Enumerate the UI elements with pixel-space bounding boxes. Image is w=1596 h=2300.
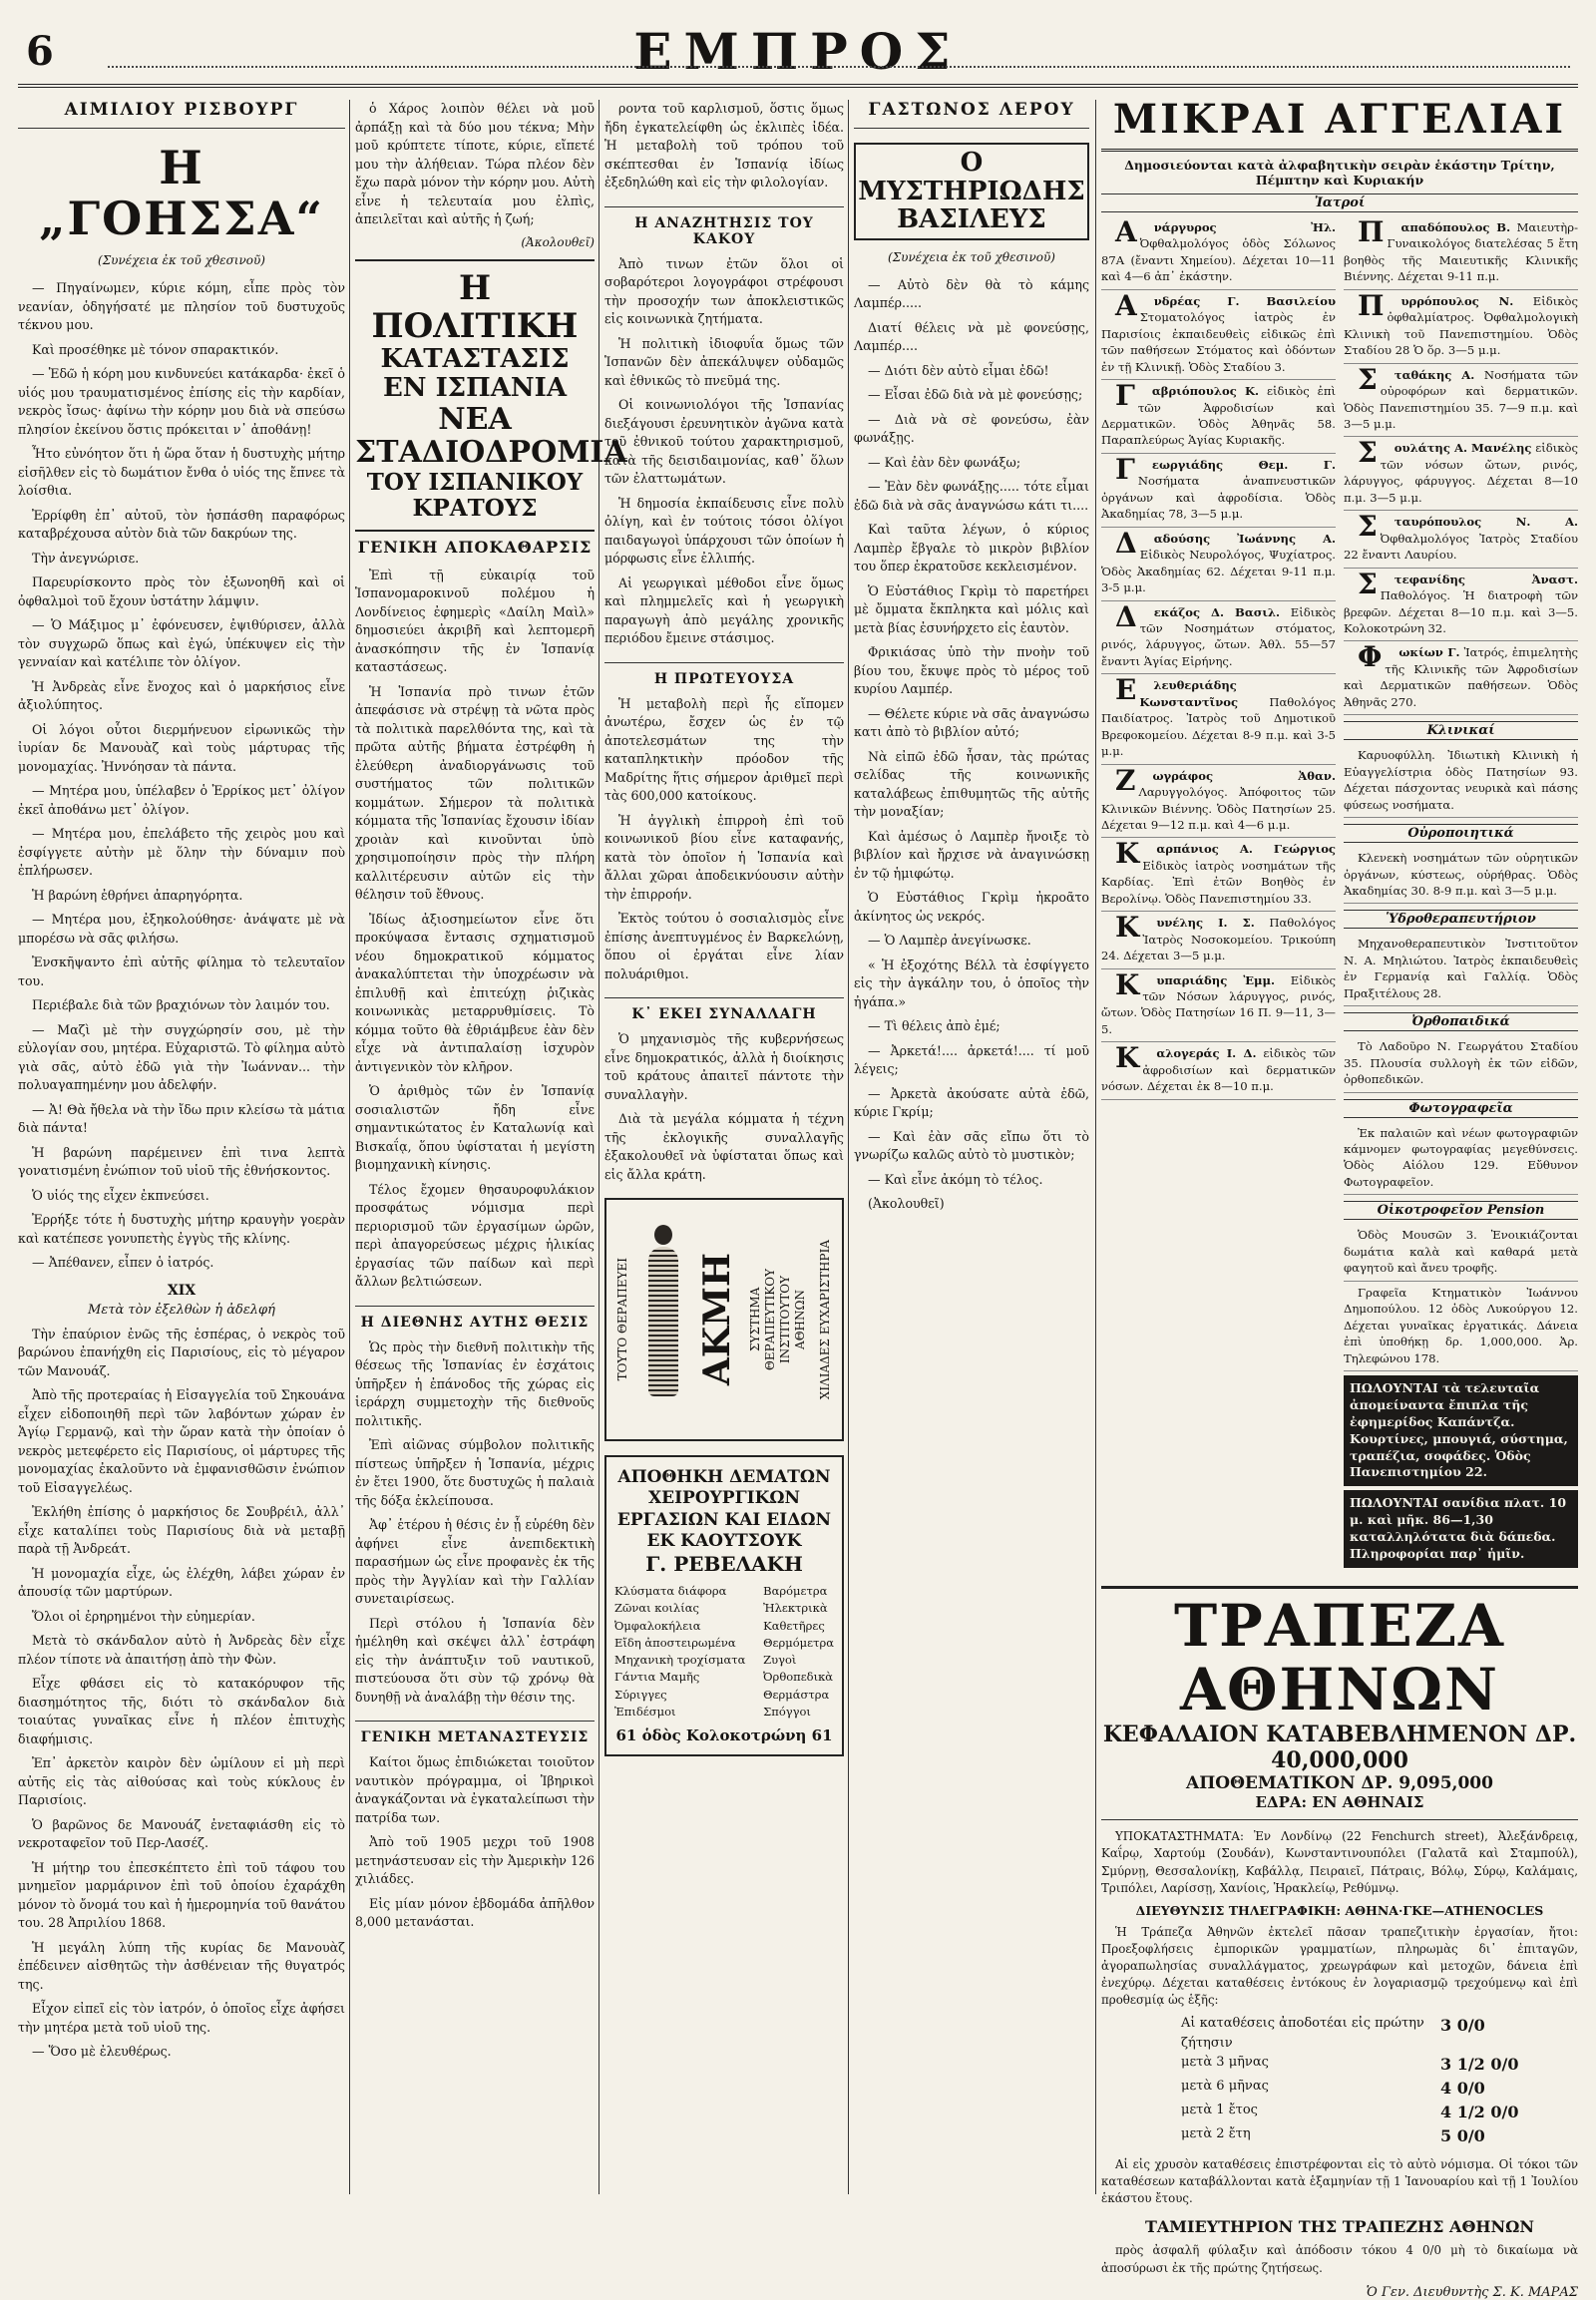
ad-address: 61 ὁδὸς Κολοκοτρώνη 61 <box>615 1726 833 1744</box>
paragraph: — Καὶ εἶνε ἀκόμη τὸ τέλος. <box>868 1171 1043 1187</box>
ad-text: Εἰδικὸς τῶν Νόσων λάρυγγος, ρινός, ὤτων. Ὁδὸς Πατησίων 16 Π. 9—11, 3—5. <box>1101 972 1336 1036</box>
ad-name: ουλάτης Α. Μανέλης <box>1394 441 1532 456</box>
article-body-4 <box>604 1030 844 1184</box>
ad-owner: Γ. ΡΕΒΕΛΑΚΗ <box>645 1552 803 1576</box>
paragraph: Ὁ μηχανισμὸς τῆς κυβερνήσεως εἶνε δημοκρατικός, ἀλλὰ ἡ διοίκησις τοῦ κράτους ἀπαιτεῖ πάντοτε τὴν συναλλαγὴν. <box>604 1031 844 1102</box>
serial-novel-column <box>18 100 345 2194</box>
ad-initial: Α <box>1115 215 1137 248</box>
bank-capital: ΚΕΦΑΛΑΙΟΝ ΚΑΤΑΒΕΒΛΗΜΕΝΟΝ ΔΡ. 40,000,000 <box>1102 1722 1577 1774</box>
rate-row <box>1181 2101 1578 2124</box>
category-pension: Οἰκοτροφεῖον Pension <box>1344 1201 1578 1220</box>
ad-item: Θερμάστρα <box>763 1687 830 1702</box>
paragraph: ὁ Χάρος λοιπὸν θέλει νὰ μοῦ ἀρπάξῃ καὶ τὰ δύο μου τέκνα; Μὴν μοῦ κρύπτετε τίποτε, κύριε, εἴπετέ μου τὴν ἀλήθειαν. Τώρα πλέον δὲν ἔχω παρὰ μόνον τὴν κόρην μου. Αὐτὴ εἶνε ἡ τελευταία μου ἐλπὶς, ἀπειλεῖται καὶ αὐτῆς ἡ ζωή; <box>355 101 595 226</box>
interest-rates-table <box>1181 2014 1578 2148</box>
serial-ending <box>355 100 595 229</box>
section-heading: Η ΔΙΕΘΝΗΣ ΑΥΤΗΣ ΘΕΣΙΣ <box>355 1306 595 1331</box>
article-body-3 <box>355 1753 595 1932</box>
ad-text: Νοσήματα ἀναπνευστικῶν ὀργάνων καὶ ἀφροδίσια. Ὁδὸς Ἀκαδημίας 78, 3—5 μ.μ. <box>1101 474 1336 522</box>
category-urology: Οὐροποιητικά <box>1344 824 1578 843</box>
serial-author: ΓΑΣΤΩΝΟΣ ΛΕΡΟΥ <box>854 100 1089 129</box>
paragraph: Ἐπὶ αἰῶνας σύμβολον πολιτικῆς πίστεως ὑπῆρξεν ἡ Ἱσπανία, μέχρις ἐν ἔτει 1900, ὅτε δυστυχῶς ἡ παλαιὰ τῆς δόξα ἐκλείπουσα. <box>355 1437 595 1508</box>
ad-line: ΙΝΣΤΙΤΟΥΤΟΥ <box>778 1276 792 1363</box>
paragraph: — Ἀπέθανεν, εἶπεν ὁ ἰατρός. <box>32 1255 214 1271</box>
rate-percent: 4 0/0 <box>1440 2079 1485 2099</box>
paragraph: Διὰ τὰ μεγάλα κόμματα ἡ τέχνη τῆς ἐκλογικῆς συναλλαγῆς ἐξακολουθεῖ νὰ ὑφίσταται ὅπως καὶ εἰς ἄλλα κράτη. <box>604 1111 844 1182</box>
paragraph: Εἶχε φθάσει εἰς τὸ κατακόρυφον τῆς διασημότητος τῆς, διότι τὸ σκάνδαλον διὰ τοιαύτας γυναῖκας εἶνε ἡ πλέον ἐπιτυχὴς διαφήμισις. <box>18 1676 345 1746</box>
ad-initial: Σ <box>1358 567 1378 600</box>
classifieds-right-list <box>1344 216 1578 1572</box>
sale-notice: ΠΩΛΟΥΝΤΑΙ σανίδια πλατ. 10 μ. καὶ μῆκ. 86—1,30 καταλληλότατα διὰ δάπεδα. Πληροφορίαι παρ᾽ ἡμῖν. <box>1344 1490 1578 1568</box>
paragraph: Ὡς πρὸς τὴν διεθνῆ πολιτικὴν τῆς θέσεως τῆς Ἱσπανίας ἐν ἐσχάτοις ὑπῆρξεν ἡ ἐπάνοδος τῆς χώρας εἰς ἱεράρχη συμμετοχὴν τῆς διεθνοῦς πολιτικῆς. <box>355 1339 595 1428</box>
category-clinics: Κλινικαί <box>1344 721 1578 740</box>
classified-ad <box>1344 437 1578 511</box>
rate-percent: 3 0/0 <box>1440 2016 1485 2036</box>
paragraph: Ἐπ᾽ ἀρκετὸν καιρὸν δὲν ὡμίλουν εἰ μὴ περὶ αὐτῆς εἰς τὰς αἰθούσας καὶ τοὺς κύκλους ἐν Παρισίοις. <box>18 1755 345 1808</box>
ad-name: εκάζος Δ. Βασιλ. <box>1153 604 1281 619</box>
paragraph: — Θέλετε κύριε νὰ σᾶς ἀναγνώσω κατι ἀπὸ τὸ βιβλίον αὐτό; <box>854 705 1089 740</box>
akmi-advertisement <box>604 1198 844 1441</box>
ad-side-text: ΤΟΥΤΟ ΘΕΡΑΠΕΥΕΙ <box>615 1258 629 1381</box>
ad-text: Ἰατρός, ἐπιμελητὴς τῆς Κλινικῆς τῶν Ἀφροδισίων καὶ Δερματικῶν παθήσεων. Ὁδὸς Ἀθηνᾶς 270. <box>1344 645 1578 709</box>
ad-initial: Δ <box>1115 599 1137 633</box>
newspaper-title: ΕΜΠΡΟΣ <box>633 22 963 81</box>
bank-branches: ΥΠΟΚΑΤΑΣΤΗΜΑΤΑ: Ἐν Λονδίνῳ (22 Fenchurch street), Ἀλεξάνδρειᾳ, Καΐρῳ, Χαρτούμ (Σουδάν), Κωνσταντινουπόλει (Γαλατᾶ καὶ Σταμπούλ), Σμύρνῃ, Θεσσαλονίκῃ, Καβάλλᾳ, Πειραιεῖ, Πάτραις, Βόλῳ, Σύρῳ, Καλάμαις, Τριπόλει, Λαρίσσῃ, Χανίοις, Ἡρακλείῳ, Ρεθύμνῳ. <box>1101 1829 1578 1895</box>
paragraph: — Ἀ! Θὰ ἤθελα νὰ τὴν ἴδω πριν κλείσω τὰ μάτια διὰ πάντα! <box>18 1101 345 1136</box>
article-body-3 <box>604 695 844 984</box>
pension-ad: Ὁδὸς Μουσῶν 3. Ἐνοικιάζονται δωμάτια καλὰ καὶ καθαρά μετὰ φαγητοῦ καὶ ἄνευ τροφῆς. <box>1344 1224 1578 1281</box>
paragraph: — Ὁ Μάξιμος μ᾽ ἐφόνευσεν, ἐψιθύρισεν, ἀλλὰ τὸν συγχωρῶ ὅπως καὶ ἐγώ, ὑπέκυψεν εἰς τὴν γενναίαν καὶ κατέλιπε τὸν ὀλίγον. <box>18 617 345 670</box>
category-photography: Φωτογραφεῖα <box>1344 1099 1578 1118</box>
ad-name: υπαριάδης Ἐμμ. <box>1156 972 1275 987</box>
clinic-ad: Καρυοφύλλη. Ἰδιωτικὴ Κλινικὴ ἡ Εὐαγγελίστρια ὁδὸς Πατησίων 93. Δέχεται πάσχοντας νευρικὰ καὶ πάσης φύσεως νοσήματα. <box>1344 744 1578 818</box>
paragraph: « Ἡ ἐξοχότης Βέλλ τὰ ἐσφίγγετο εἰς τὴν ἀγκάλην του, ὁ ὁποῖος τὴν ἠγάπα.» <box>854 957 1089 1009</box>
paragraph: Ὅλοι οἱ ἐρηρημένοι τὴν εὐημερίαν. <box>32 1608 255 1624</box>
article-subhead: ΓΕΝΙΚΗ ΑΠΟΚΑΘΑΡΣΙΣ <box>357 537 593 557</box>
paragraph: — Πηγαίνωμεν, κύριε κόμη, εἶπε πρὸς τὸν νεανίαν, ὁδηγήσατέ με πλησίον τοῦ δυστυχοῦς τέκνου μου. <box>18 280 345 333</box>
ad-name: ταθάκης Α. <box>1394 367 1475 382</box>
savings-bank-text: πρὸς ἀσφαλῆ φύλαξιν καὶ ἀπόδοσιν τόκου 4 0/0 μὴ τὸ δικαίωμα νὰ ἀποσύρωσι ἐκ τῆς πρώτης ζητήσεως. <box>1101 2243 1578 2275</box>
article-continuation-column <box>604 100 844 2194</box>
article-body <box>604 100 844 192</box>
classified-ad <box>1101 454 1336 528</box>
savings-bank-title: ΤΑΜΙΕΥΤΗΡΙΟΝ ΤΗΣ ΤΡΑΠΕΖΗΣ ΑΘΗΝΩΝ <box>1144 2217 1534 2237</box>
classified-ad <box>1101 912 1336 968</box>
paragraph: Ἀφ᾽ ἑτέρου ἡ θέσις ἐν ᾗ εὑρέθη δὲν ἀφήνει εἶνε ἀνεπιδεκτικὴ παρασήμων ὡς εἶνε προφανὲς ἐκ τῆς πρὸς τὴν Ἀγγλίαν καὶ τὴν Γαλλίαν συνεταιρίσεως. <box>355 1517 595 1607</box>
ad-item: Ὀρθοπεδικὰ <box>763 1670 834 1685</box>
ad-name: ταυρόπουλος Ν. Α. <box>1394 515 1578 530</box>
ad-name: νάργυρος Ἠλ. <box>1153 220 1336 234</box>
bank-telegraph: ΔΙΕΥΘΥΝΣΙΣ ΤΗΛΕΓΡΑΦΙΚΗ: ΑΘΗΝΑ·ΓΚΕ—ATHENOCLES <box>1135 1902 1544 1918</box>
paragraph: Ἐκτὸς τούτου ὁ σοσιαλισμὸς εἶνε ἐπίσης ἀνεπτυγμένος ἐν Βαρκελώνῃ, ὅπου οἱ ἐργάται εἶνε λίαν πολυάριθμοι. <box>604 911 844 981</box>
paragraph: Ἡ πολιτικὴ ἰδιοφυΐα ὅμως τῶν Ἱσπανῶν δὲν ἀπεκάλυψεν οὐδαμῶς καὶ ἐθνικῶς τὸ πνεῦμά της. <box>604 335 844 388</box>
paragraph: Ἐκλήθη ἐπίσης ὁ μαρκήσιος δε Σουβρέιλ, ἀλλ᾽ εἶχε καταλίπει τοὺς Παρισίους διὰ νὰ μεταβῇ παρὰ τῇ Ἀνδρεάτ. <box>18 1504 345 1557</box>
ad-initial: Σ <box>1358 510 1378 544</box>
serial-body-2 <box>18 1326 345 2062</box>
ad-text: Εἰδικὸς Νευρολόγος, Ψυχίατρος. Ὁδὸς Ἀκαδημίας 62. Δέχεται 9-11 π.μ. 3-5 μ.μ. <box>1101 548 1336 595</box>
ad-text: Εἰδικὸς ὀφθαλμίατρος. Ὀφθαλμολογικὴ Κλινικὴ τοῦ Πανεπιστημίου. Ὁδὸς Σταδίου 28 Ὁ ὅρ. 3—5 μ.μ. <box>1344 293 1578 358</box>
paragraph: Ἦτο εὐνόητον ὅτι ἡ ὥρα ὅταν ἡ δυστυχὴς μήτηρ εἰσῆλθεν εἰς τὸ δωμάτιον ἔνθα ὁ υἱός της ἔπνεε τὰ λοίσθια. <box>18 446 345 499</box>
paragraph: — Μητέρα μου, ὑπέλαβεν ὁ Ἐρρίκος μετ᾽ ὀλίγον ἐκεῖ ἀποθάνω μετ᾽ ὀλίγον. <box>18 783 345 817</box>
bank-reserve: ΑΠΟΘΕΜΑΤΙΚΟΝ ΔΡ. 9,095,000 <box>1186 1773 1493 1794</box>
ad-item: Ζυγοὶ <box>763 1653 797 1667</box>
paragraph: — Τὶ θέλεις ἀπὸ ἐμέ; <box>868 1018 1000 1034</box>
classified-ad <box>1101 601 1336 675</box>
ad-side-text: ΧΙΛΙΑΔΕΣ ΕΥΧΑΡΙΣΤΗΡΙΑ <box>818 1239 832 1400</box>
serial-body <box>18 279 345 1273</box>
rate-row <box>1181 2014 1578 2053</box>
ad-item: Θερμόμετρα <box>763 1635 834 1650</box>
bank-description: Ἡ Τράπεζα Ἀθηνῶν ἐκτελεῖ πᾶσαν τραπεζιτικὴν ἐργασίαν, ἤτοι: Προεξοφλήσεις ἐμπορικῶν γραμματίων, πληρωμὰς δι᾽ ἐπιταγῶν, ἀγοραπωλησίας συναλλάγματος, χρεωγράφων καὶ μετοχῶν, δάνεια ἐπὶ ἐνεχύρῳ. Δέχεται καταθέσεις ἐντόκους ἐν λογαριασμῷ τρεχούμενῳ καὶ ἐπὶ προθεσμίᾳ ὡς ἑξῆς: <box>1101 1924 1578 2008</box>
bank-title: ΤΡΑΠΕΖΑ ΑΘΗΝΩΝ <box>1101 1586 1578 1723</box>
paragraph: Ἀπὸ τῆς προτεραίας ἡ Εἰσαγγελία τοῦ Σηκουάνα εἶχεν εἰδοποιηθῆ περὶ τῶν λαβόντων χώραν ἐν Ἁγίῳ Γερμανῷ, καὶ τὴν ὥραν κατὰ τὴν ὁποίαν ὁ νεκρὸς μετεφέρετο εἰς Παρισίους, οἱ μάρτυρες τῆς μονομαχίας ἐκαλοῦντο νὰ ἐμφανισθῶσιν ἐνώπιον τοῦ Εἰσαγγελέως. <box>18 1387 345 1495</box>
urology-ad: Κλενεκὴ νοσημάτων τῶν οὐρητικῶν ὀργάνων, κύστεως, οὐρήθρας. Ὁδὸς Ἀκαδημίας 30. 8-9 π.μ. καὶ 3—5 μ.μ. <box>1344 847 1578 904</box>
section-heading: Η ΠΡΩΤΕΥΟΥΣΑ <box>604 662 844 687</box>
chapter-title: Μετὰ τὸν ἐξελθὼν ἡ ἀδελφή <box>88 1302 275 1318</box>
paragraph: Τὴν ἐπαύριον ἐνῶς τῆς ἑσπέρας, ὁ νεκρὸς τοῦ βαρώνου ἐπανήχθη εἰς Παρισίους, εἰς τὸ μέγαρον τῶν Μανουάζ. <box>18 1326 345 1378</box>
ad-initial: Π <box>1358 288 1385 322</box>
ad-item: Ἠλεκτρικὰ <box>763 1601 828 1616</box>
classified-ad <box>1101 290 1336 380</box>
masthead <box>18 14 1578 88</box>
paragraph: Ἐρρήξε τότε ἡ δυστυχὴς μήτηρ κραυγὴν γοερὰν καὶ κατέπεσε γονυπετὴς ἐγγὺς τῆς κλίνης. <box>18 1212 345 1246</box>
paragraph: — Μητέρα μου, ἐξηκολούθησε· ἀνάψατε μὲ νὰ μπορέσω νὰ σᾶς φιλήσω. <box>18 912 345 946</box>
column-rule <box>349 100 350 2194</box>
ad-line: ΘΕΡΑΠΕΥΤΙΚΟΥ <box>763 1269 777 1370</box>
classifieds-column <box>1101 96 1579 2300</box>
paragraph: Οἱ κοινωνιολόγοι τῆς Ἱσπανίας διεξάγουσι ἐρευνητικὸν ἀγῶνα κατὰ τοῦ ἐθνικοῦ τούτου χαρακτηρισμοῦ, κατὰ τῆς δεισιδαιμονίας, καθ᾽ ὅλων τῶν ἐλαττωμάτων. <box>604 397 844 486</box>
ad-initial: Κ <box>1115 1041 1140 1075</box>
column-rule <box>848 100 849 2194</box>
orthopedic-ad: Τὸ Λαδοῦρο Ν. Γεωργάτου Σταδίου 35. Πλουσία συλλογὴ ἐκ τῶν εἰδῶν, ὀρθοπεδικῶν. <box>1344 1035 1578 1092</box>
paragraph: Ἡ βαρώνη ἐθρήνει ἀπαρηγόρητα. <box>32 887 243 903</box>
ad-name: νδρέας Γ. Βασιλείου <box>1153 293 1336 308</box>
paragraph: — Ἐδῶ ἡ κόρη μου κινδυνεύει κατάκαρδα· ἐκεῖ ὁ υἱός μου τραυματισμένος ἐπίσης εἰς τὴν καρδίαν, νεκρὸς ἴσως· ἀφίνω τὴν κόρην μου διὰ νὰ σπεύσω πλησίον ἐκείνου ὅστις πρόκειται ν᾽ ἀποθάνῃ! <box>18 366 345 437</box>
section-heading: Η ΑΝΑΖΗΤΗΣΙΣ ΤΟΥ ΚΑΚΟΥ <box>604 206 844 247</box>
paragraph: Αἱ γεωργικαὶ μέθοδοι εἶνε ὅμως καὶ πλημμελεῖς καὶ ἡ γεωργικὴ παραγωγὴ ἀπὸ μεγάλης χρονικῆς περιόδου ἔμεινε στάσιμος. <box>604 575 844 645</box>
ad-text: Λαρυγγολόγος. Ἀπόφοιτος τῶν Κλινικῶν Βιέννης. Ὁδὸς Πατησίων 25. Δέχεται 9—12 π.μ. καὶ 4—6 μ.μ. <box>1101 785 1336 832</box>
ad-initial: Κ <box>1115 967 1140 1001</box>
continuation-note: (Συνέχεια ἐκ τοῦ χθεσινοῦ) <box>98 253 265 268</box>
ad-item: Μηχανικὴ τροχίσματα <box>614 1653 746 1667</box>
ad-name: υρρόπουλος Ν. <box>1400 293 1514 308</box>
paragraph: — Καὶ ἐὰν δὲν φωνάξω; <box>868 454 1021 470</box>
paragraph: Τέλος ἔχομεν θησαυροφυλάκιον προσφάτως νόμισμα περὶ περιορισμοῦ τῶν ἐργασίμων ὡρῶν, περὶ ἀπαγορεύσεως μέχρις ἡλικίας ἐργασίας τῶν παίδων καὶ περὶ ἄλλων βελτιώσεων. <box>355 1181 595 1290</box>
paragraph: Ὁ ἀριθμὸς τῶν ἐν Ἱσπανίᾳ σοσιαλιστῶν ἤδη εἶνε σημαντικώτατος ἐν Καταλωνίᾳ καὶ Βισκαΐᾳ, ὅπου ὑφίσταται ἡ μεγίστη βιομηχανικὴ κίνησις. <box>355 1083 595 1173</box>
rate-percent: 4 1/2 0/0 <box>1440 2103 1519 2122</box>
classified-ad <box>1344 569 1578 642</box>
paragraph: — Ὅσο μὲ ἐλευθέρως. <box>32 2044 172 2060</box>
classifieds-subtitle: Δημοσιεύονται κατὰ ἀλφαβητικὴν σειρὰν ἑκάστην Τρίτην, Πέμπτην καὶ Κυριακήν <box>1124 158 1555 188</box>
ad-initial: Κ <box>1115 911 1140 945</box>
article-headline <box>355 259 627 532</box>
paragraph: ροντα τοῦ καρλισμοῦ, ὅστις ὅμως ἤδη ἐγκατελείφθη ὡς ἐκλιπὲς ἰδέα. Ἡ μεταβολὴ τοῦ τρόπου τοῦ σκέπτεσθαι ἐν Ἱσπανίᾳ ἰδίως ἐξεδηλώθη καὶ εἰς τὴν φιλολογίαν. <box>604 101 844 190</box>
ad-text: Ὀφθαλμολόγος ὁδὸς Σόλωνος 87Α (ἔναντι Χημείου). Δέχεται 10—11 καὶ 4—6 ἀπ᾽ ἐκάστην. <box>1101 236 1336 284</box>
ad-initial: Φ <box>1358 640 1383 674</box>
ad-item: Ζῶναι κοιλίας <box>614 1601 699 1616</box>
rate-label: μετὰ 6 μῆνας <box>1181 2079 1269 2095</box>
paragraph: Εἰς μίαν μόνον ἑβδομάδα ἀπῆλθον 8,000 μετανάσται. <box>355 1895 595 1930</box>
paragraph: — Μητέρα μου, ἐπελάβετο τῆς χειρὸς μου καὶ ἐσφίγγετε αὐτὴν μὲ ὅλην τὴν δύναμιν ποὺ ἐπλήρωσεν. <box>18 826 345 879</box>
paragraph: Παρευρίσκοντο πρὸς τὸν ἐξωνοηθῆ καὶ οἱ ὀφθαλμοὶ τοῦ ἔχουν ὑστάτην λάμψιν. <box>18 575 345 608</box>
ad-item: Καθετῆρες <box>763 1618 825 1633</box>
ad-item: Σύριγγες <box>614 1687 667 1702</box>
ad-item-list-right <box>763 1583 834 1721</box>
paragraph: — Εἶσαι ἐδῶ διὰ νὰ μὲ φονεύσῃς; <box>868 387 1083 403</box>
ad-initial: Ε <box>1115 673 1137 707</box>
rate-row <box>1181 2053 1578 2077</box>
paragraph: Ἐπὶ τῇ εὐκαιρίᾳ τοῦ Ἱσπανομαροκινοῦ πολέμου ἡ Λονδίνειος ἐφημερὶς «Δαίλη Μαὶλ» δημοσιεύει ἀκριβῆ καὶ λεπτομερῆ ἀνασκόπησιν τῆς ἐν Ἱσπανίᾳ καταστάσεως. <box>355 567 595 675</box>
chapter-number: XIX <box>167 1282 197 1299</box>
rate-percent: 5 0/0 <box>1440 2126 1485 2146</box>
category-orthopedic: Ὀρθοπαιδικά <box>1344 1012 1578 1031</box>
ad-name: υνέλης Ι. Σ. <box>1156 916 1255 931</box>
ad-text: Εἰδικὸς ἰατρὸς νοσημάτων τῆς Καρδίας. Ἐπὶ ἐτῶν Βοηθὸς ἐν Βερολίνῳ. Ὁδὸς Πανεπιστημίου 33. <box>1101 858 1336 906</box>
ad-text: Παθολόγος Παιδίατρος. Ἰατρὸς τοῦ Δημοτικοῦ Βρεφοκομείου. Δέχεται 8-9 π.μ. καὶ 3-5 μ.μ. <box>1101 694 1336 759</box>
ad-initial: Δ <box>1115 526 1137 560</box>
paragraph: Περὶ στόλου ἡ Ἱσπανία δὲν ἠμέληθη καὶ σκέψει ἀλλ᾽ ἐστράφη εἰς τὴν ἀνάπτυξιν τοῦ ναυτικοῦ, πιστεύουσα ὅτι σὺν τῷ χρόνῳ θὰ δυνηθῇ νὰ ἀναλάβῃ τὴν θέσιν της. <box>355 1615 595 1705</box>
ad-initial: Γ <box>1115 379 1135 413</box>
paragraph: Ἰδίως ἀξιοσημείωτον εἶνε ὅτι προκύψασα ἔντασις σχηματισμοῦ νέου δημοκρατικοῦ κόμματος ἀνακαλύπτεται τὴν ὑποχρέωσιν νὰ ἐπιλυθῇ καὶ ἐπιτεύχῃ ῥιζικὰς κοινωνικὰς μεταρρυθμίσεις. Τὸ κόμμα τοῦτο θὰ ἐθριάμβευε ἐὰν δὲν εἶχε νὰ ἀντιπαλαίσῃ ἰσχυρὸν ἀντιγενικὸν τὸν κλῆρον. <box>355 911 595 1074</box>
paragraph: — Ἐὰν δὲν φωνάξῃς..... τότε εἶμαι ἐδῶ διὰ νὰ σᾶς ἀναγνώσω κάτι τι.... <box>854 479 1089 513</box>
ad-initial: Γ <box>1115 452 1135 486</box>
ad-text: εἰδικὸς τῶν νόσων ὤτων, ρινός, λάρυγγος, φάρυγγος. Δέχεται 8—10 π.μ. 3—5 μ.μ. <box>1344 441 1579 505</box>
serial-body <box>854 276 1089 1214</box>
ad-brand: ΑΚΜΗ <box>696 1253 738 1386</box>
paragraph: Ἀπὸ τοῦ 1905 μεχρι τοῦ 1908 μετηνάστευσαν εἰς τὴν Ἀμερικὴν 126 χιλιάδες. <box>355 1834 595 1887</box>
paragraph: Ἡ Ἱσπανία πρὸ τινων ἐτῶν ἀπεφάσισε νὰ στρέψῃ τὰ νῶτα πρὸς τὰ πολιτικὰ παρελθόντα της, καὶ τὰ πρῶτα αὐτῆς βήματα ἐστρέφθη ἡ ἐλεύθερη ἀναδιοργάνωσις τοῦ συστήματος τῶν πολιτικῶν κομμάτων. Σήμερον τὰ πολιτικὰ κόμματα τῆς Ἱσπανίας ἔχουσιν ἰδίαν χροιὰν καὶ κινοῦνται ὑπὸ χρησιμοποίησιν πρὸς τὴν πλήρη καλλιτέρευσιν αὐτῶν εἰς τὴν θέλησιν τοῦ ἔθνους. <box>355 683 595 903</box>
classified-ad <box>1101 528 1336 601</box>
ad-initial: Ζ <box>1115 763 1136 797</box>
woman-figure-illustration <box>640 1225 686 1414</box>
continuation-note: (Συνέχεια ἐκ τοῦ χθεσινοῦ) <box>888 249 1055 264</box>
ad-line: ΑΘΗΝΩΝ <box>793 1290 807 1349</box>
masthead-divider <box>108 66 1570 68</box>
ad-initial: Α <box>1115 288 1137 322</box>
paragraph: Διατί θέλεις νὰ μὲ φονεύσῃς, Λαμπέρ.... <box>854 319 1089 354</box>
ad-initial: Σ <box>1358 436 1378 470</box>
rate-label: μετὰ 3 μῆνας <box>1181 2055 1269 2071</box>
classified-ad <box>1344 641 1578 715</box>
ad-text: Νοσήματα τῶν οὐροφόρων καὶ δερματικῶν. Ὁδὸς Πανεπιστημίου 35. 7—9 π.μ. καὶ 3—5 μ.μ. <box>1344 367 1579 431</box>
classifieds-left-list <box>1101 216 1336 1572</box>
paragraph: Καὶ προσέθηκε μὲ τόνον σπαρακτικόν. <box>32 341 279 357</box>
rubber-goods-advertisement <box>604 1455 844 1756</box>
ad-lines <box>748 1269 808 1370</box>
paragraph: Ἐρρίφθη ἐπ᾽ αὐτοῦ, τὸν ἠσπάσθη παραφόρως καταβρέχουσα αὐτὸν διὰ τῶν δακρύων της. <box>18 507 345 542</box>
article-body <box>355 567 595 1292</box>
paragraph: Ἡ βαρώνη παρέμεινεν ἐπὶ τινα λεπτὰ γονατισμένη ἐνώπιον τοῦ υἱοῦ τῆς ἐθνήσκοντος. <box>18 1144 345 1179</box>
ad-name: αλογεράς Ι. Δ. <box>1156 1046 1257 1061</box>
ad-name: απαδόπουλος Β. <box>1400 220 1511 234</box>
category-hydrotherapy: Ὑδροθεραπευτήριον <box>1344 910 1578 929</box>
ad-name: λευθεριάδης Κωνσταντῖνος <box>1139 678 1239 709</box>
ad-name: ωγράφος Ἀθαν. <box>1152 768 1336 783</box>
ad-text: Παθολόγος Ἰατρὸς Νοσοκομείου. Τρικούπη 24. Δέχεται 3—5 μ.μ. <box>1101 916 1336 963</box>
paragraph: Ὁ υἱός της εἶχεν ἐκπνεύσει. <box>32 1187 209 1203</box>
headline-line: ΝΕΑ ΣΤΑΔΙΟΔΡΟΜΙΑ <box>355 401 627 471</box>
classifieds-title: ΜΙΚΡΑΙ ΑΓΓΕΛΙΑΙ <box>1101 96 1578 152</box>
ad-text: Ὀφθαλμολόγος Ἰατρὸς Σταδίου 22 ἔναντι Λαυρίου. <box>1344 531 1578 563</box>
paragraph: — Μαζὶ μὲ τὴν συγχώρησίν σου, μὲ τὴν εὐλογίαν σου, μητέρα. Εὐχαριστῶ. Τὸ φίλημα αὐτὸ γιὰ σᾶς, αὐτὸ ἐδῶ γιὰ τὴν Ἰωάνναν... τὴν πολυαγαπημένην μου ἀδελφήν. <box>18 1021 345 1093</box>
classified-ad <box>1101 1042 1336 1099</box>
paragraph: — Ὁ Λαμπὲρ ἀνεγίνωσκε. <box>868 933 1031 949</box>
paragraph: Ἡ μήτηρ του ἐπεσκέπτετο ἐπὶ τοῦ τάφου του μνημεῖον μαρμάρινον ἐπὶ τοῦ ὁποίου ἐχαράχθη μόνον τὸ ὄνομά του καὶ ἡ ἡμερομηνία τοῦ θανάτου του. 28 Ἀπριλίου 1868. <box>18 1859 345 1931</box>
classified-ad <box>1101 838 1336 912</box>
paragraph: — Διὰ νὰ σὲ φονεύσω, ἐὰν φωνάξῃς. <box>854 411 1089 446</box>
rate-label: μετὰ 1 ἔτος <box>1181 2103 1258 2118</box>
bank-signature: Ὁ Γεν. Διευθυντὴς Σ. Κ. ΜΑΡΑΣ <box>1366 2284 1578 2300</box>
paragraph: — Αὐτὸ δὲν θὰ τὸ κάμης Λαμπέρ..... <box>854 276 1089 311</box>
ad-line: ΣΥΣΤΗΜΑ <box>748 1287 762 1352</box>
paragraph: Ἡ ἀγγλικὴ ἐπιρροὴ ἐπὶ τοῦ κοινωνικοῦ βίου εἶνε καταφανής, κατὰ τὸν ὁποῖον ἡ Ἱσπανία καὶ ἄλλαι χῶραι ἀποδεικνύουσιν αὐτὴν τὴν ἐπιρροήν. <box>604 812 844 902</box>
bank-seat: ΕΔΡΑ: ΕΝ ΑΘΗΝΑΙΣ <box>1255 1793 1424 1812</box>
paragraph: — Ἀρκετά!.... ἀρκετά!.... τί μοῦ λέγεις; <box>854 1042 1089 1077</box>
ad-name: αβριόπουλος Κ. <box>1151 384 1260 399</box>
paragraph: Ἡ δημοσία ἐκπαίδευσις εἶνε πολὺ ὀλίγη, καὶ ἐν τούτοις τόσοι ὀλίγοι παιδαγωγοὶ ὑπάρχουσι τῶν ὁποίων ἡ μόρφωσις εἶνε ἐλλιπής. <box>604 495 844 566</box>
offices-ad: Γραφεῖα Κτηματικὸν Ἰωάννου Δημοπούλου. 12 ὁδὸς Λυκούργου 12. Δέχεται γυναῖκας ἐργατικάς. Δάνεια ἐπὶ ὑποθήκῃ δρ. 1,000,000. Ἀρ. Τηλεφώνου 178. <box>1344 1282 1578 1371</box>
ad-text: εἰδικὸς τῶν ἀφροδισίων καὶ δερματικῶν νόσων. Δέχεται ἐκ 8—10 π.μ. <box>1101 1046 1336 1094</box>
ad-name: αδούσης Ἰωάννης Α. <box>1153 531 1336 546</box>
ad-name: αρπάνιος Α. Γεώργιος <box>1156 842 1336 857</box>
serial-novel-column-2 <box>854 100 1089 2194</box>
rate-percent: 3 1/2 0/0 <box>1440 2055 1519 2075</box>
classified-ad <box>1101 765 1336 839</box>
paragraph: Φρικιάσας ὑπὸ τὴν πνοὴν τοῦ βίου του, ἔκυψε πρὸς τὸ μέρος τοῦ κυρίου Λαμπέρ. <box>854 644 1089 697</box>
paragraph: Οἱ λόγοι οὗτοι διερμήνευον εἰρωνικῶς τὴν ἰυρίαν δε Μανουὰζ καὶ τοὺς μάρτυρας τῆς μονομαχίας. Ἠννόησαν τὰ πάντα. <box>18 721 345 774</box>
ad-item: Εἴδη ἀποστειρωμένα <box>614 1635 736 1650</box>
rate-row <box>1181 2124 1578 2148</box>
paragraph: Μετὰ τὸ σκάνδαλον αὐτὸ ἡ Ἀνδρεὰς δὲν εἶχε πλέον τίποτε νὰ ἀπαιτήσῃ ἀπὸ τὴν Φὼν. <box>18 1633 345 1667</box>
section-heading: Κ᾽ ΕΚΕΙ ΣΥΝΑΛΛΑΓΗ <box>604 997 844 1022</box>
headline-line: ΚΑΤΑΣΤΑΣΙΣ ΕΝ ΙΣΠΑΝΙΑ <box>380 343 570 403</box>
serial-title: Η „ΓΟΗΣΣΑ“ <box>39 141 324 245</box>
photography-ad: Ἐκ παλαιῶν καὶ νέων φωτογραφιῶν κάμνομεν φωτογραφίας μεγεθύνσεις. Ὁδὸς Αἰόλου 129. Εὔθυνον Φωτογραφεῖον. <box>1344 1122 1578 1196</box>
ad-text: Παθολόγος. Ἡ διατροφὴ τῶν βρεφῶν. Δέχεται 8—10 π.μ. καὶ 3—5. Κολοκοτρώνη 32. <box>1344 588 1578 635</box>
paragraph: — Διότι δὲν αὐτὸ εἶμαι ἐδῶ! <box>868 362 1049 378</box>
ad-item-list-left <box>614 1583 745 1721</box>
paragraph: Καὶ ταῦτα λέγων, ὁ κύριος Λαμπὲρ ἔβγαλε τὸ μικρὸν βιβλίον του ὅπερ ἐκρατοῦσε κεκλεισμένον. <box>854 522 1089 575</box>
ad-item: Ἐπιδέσμοι <box>614 1704 676 1719</box>
column-rule <box>1095 100 1096 2194</box>
ad-item: Ὀμφαλοκήλεια <box>614 1618 701 1633</box>
paragraph: Ὁ Εὐστάθιος Γκρὶμ ἠκροᾶτο ἀκίνητος ὡς νεκρός. <box>854 890 1089 924</box>
ad-item: Κλύσματα διάφορα <box>614 1584 727 1598</box>
ad-initial: Κ <box>1115 837 1140 871</box>
headline-line: ΤΟΥ ΙΣΠΑΝΙΚΟΥ ΚΡΑΤΟΥΣ <box>366 469 584 522</box>
classified-ad <box>1344 511 1578 568</box>
column-rule <box>598 100 599 2194</box>
paragraph: Εἶχον εἰπεῖ εἰς τὸν ἰατρόν, ὁ ὁποῖος εἶχε ἀφήσει τὴν μητέρα μετὰ τοῦ υἱοῦ της. <box>18 2001 345 2035</box>
ad-text: Εἰδικὸς τῶν Νοσημάτων στόματος, ρινός, λάρυγγος, ὤτων. Ἀθλ. 55—57 ἔναντι Ἁγίας Εἰρήνης. <box>1101 604 1337 668</box>
serial-title: Ο ΜΥΣΤΗΡΙΩΔΗΣ ΒΑΣΙΛΕΥΣ <box>854 143 1089 240</box>
rate-row <box>1181 2077 1578 2101</box>
paragraph: Ἡ μεγάλη λύπη τῆς κυρίας δε Μανουὰζ ἐπέδεινεν αἰσθητῶς τὴν ἀσθένειαν τῆς θυγατρός της. <box>18 1939 345 1992</box>
paragraph: Νὰ εἰπῶ ἐδῶ ἦσαν, τὰς πρώτας σελίδας τῆς κοινωνικῆς καταλάβεως ἐπιθυμητῶς τῆς αὐτῆς τὴν μοναξίαν; <box>854 748 1089 820</box>
classified-ad <box>1101 216 1336 290</box>
to-follow-note: (Ἀκολουθεῖ) <box>521 234 595 249</box>
paragraph: Τὴν ἀνεγνώρισε. <box>32 550 140 566</box>
paragraph: (Ἀκολουθεῖ) <box>868 1196 945 1212</box>
classified-ad <box>1101 380 1336 454</box>
paragraph: — Καὶ ἐὰν σᾶς εἴπω ὅτι τὸ γνωρίζω καλῶς αὐτὸ τὸ μυστικὸν; <box>854 1128 1089 1163</box>
classified-ad <box>1344 216 1578 290</box>
ad-name: τεφανίδης Ἀναστ. <box>1394 572 1578 586</box>
rate-label: μετὰ 2 ἔτη <box>1181 2126 1251 2142</box>
headline-line: Η ΠΟΛΙΤΙΚΗ <box>371 267 579 346</box>
ad-initial: Π <box>1358 215 1385 248</box>
sale-notice: ΠΩΛΟΥΝΤΑΙ τὰ τελευταῖα ἀπομείναντα ἔπιπλα τῆς ἐφημερίδος Καπάντζα. Κουρτίνες, μπουγιά, σύστημα, τραπέζια, σοφάδες. Ὁδὸς Πανεπιστημίου 22. <box>1344 1375 1578 1486</box>
paragraph: Καίτοι ὅμως ἐπιδιώκεται τοιοῦτον ναυτικὸν πρόγραμμα, οἱ Ἰβηρικοὶ ἀναγκάζονται νὰ ἐγκαταλείπωσι τὴν πατρίδα των. <box>355 1754 595 1825</box>
article-body-2 <box>355 1339 595 1708</box>
hydrotherapy-ad: Μηχανοθεραπευτικὸν Ἰνστιτοῦτον Ν. Α. Μηλιώτου. Ἰατρὸς ἐκπαιδευθεὶς ἐν Γερμανίᾳ καὶ Γαλλίᾳ. Ὁδὸς Πραξιτέλους 28. <box>1344 933 1578 1006</box>
ad-title: ΑΠΟΘΗΚΗ ΔΕΜΑΤΩΝ ΧΕΙΡΟΥΡΓΙΚΩΝ ΕΡΓΑΣΙΩΝ ΚΑΙ ΕΙΔΩΝ ΕΚ ΚΑΟΥΤΣΟΥΚ <box>616 1467 832 1551</box>
bank-description-2: Αἱ εἰς χρυσὸν καταθέσεις ἐπιστρέφονται εἰς τὸ αὐτὸ νόμισμα. Οἱ τόκοι τῶν καταθέσεων καταβάλλονται κατὰ ἑξαμηνίαν τῇ 1 Ἰανουαρίου καὶ τῇ 1 Ἰουλίου ἑκάστου ἔτους. <box>1101 2157 1578 2206</box>
paragraph: Ὁ βαρῶνος δε Μανουάζ ἐνεταφιάσθη εἰς τὸ νεκροταφεῖον τοῦ Περ-Λασέζ. <box>18 1816 345 1851</box>
rate-label: Αἱ καταθέσεις ἀποδοτέαι εἰς πρώτην ζήτησιν <box>1181 2016 1424 2051</box>
paragraph: Καὶ ἀμέσως ὁ Λαμπὲρ ἤνοιξε τὸ βιβλίον καὶ ἤρχισε νὰ ἀναγινώσκῃ ἐν τῷ ἡμιφώτῳ. <box>854 828 1089 881</box>
paragraph: Ὁ Εὐστάθιος Γκρὶμ τὸ παρετήρει μὲ ὄμματα ἔκπληκτα καὶ μόλις καὶ μετὰ βίας ἐσυνήρχετο εἰς ἑαυτὸν. <box>854 582 1089 635</box>
ad-text: Στοματολόγος ἰατρὸς ἐν Παρισίοις ἐκπαιδευθεὶς εἰδικῶς ἐπὶ τῶν παθήσεων Στόματος καὶ ὀδόντων ἐν τῇ Κλινικῇ. Ὁδὸς Σταδίου 3. <box>1101 310 1336 374</box>
ad-text: Μαιευτὴρ-Γυναικολόγος διατελέσας 5 ἔτη βοηθὸς τῆς Μαιευτικῆς Κλινικῆς Βιέννης. Δέχεται 9-11 π.μ. <box>1344 220 1578 284</box>
ad-item: Σπόγγοι <box>763 1704 811 1719</box>
paragraph: — Ἀρκετὰ ἀκούσατε αὐτὰ ἐδῶ, κύριε Γκρίμ; <box>854 1085 1089 1120</box>
classified-ad <box>1101 969 1336 1043</box>
ad-text: εἰδικὸς ἐπὶ τῶν Ἀφροδισίων καὶ Δερματικῶν. Ὁδὸς Ἀθηνᾶς 58. Παραπλεύρως Ἁγίας Κυριακῆς. <box>1101 384 1336 448</box>
classified-ad <box>1344 364 1578 438</box>
paragraph: Ἐνσκῆψαντο ἐπὶ αὐτῆς φίλημα τὸ τελευταῖον του. <box>18 955 345 988</box>
ad-name: ωκίων Γ. <box>1398 645 1460 660</box>
paragraph: Ἡ μεταβολὴ περὶ ἧς εἴπομεν ἀνωτέρω, ἔσχεν ὡς ἐν τῷ ἀποτελεσμάτων της τὴν καταπληκτικὴν πρόοδον τῆς Μαδρίτης ἥτις σήμερον ἀριθμεῖ περὶ τὰς 600,000 κατοίκους. <box>604 695 844 803</box>
ad-item: Γάντια Μαμῆς <box>614 1670 700 1685</box>
ad-initial: Σ <box>1358 362 1378 396</box>
page-number: 6 <box>26 28 54 75</box>
paragraph: Ἀπὸ τινων ἐτῶν ὅλοι οἱ σοβαρότεροι λογογράφοι στρέφουσι τὴν προσοχήν των ἀποκλειστικῶς εἰς κοινωνικὰ ζητήματα. <box>604 255 844 326</box>
paragraph: Περιέβαλε διὰ τῶν βραχιόνων τὸν λαιμόν του. <box>32 997 330 1013</box>
paragraph: Ἡ Ἀνδρεὰς εἶνε ἔνοχος καὶ ὁ μαρκήσιος εἶνε ἀξιολύπητος. <box>18 678 345 713</box>
ad-name: εωργιάδης Θεμ. Γ. <box>1151 457 1336 472</box>
section-heading: ΓΕΝΙΚΗ ΜΕΤΑΝΑΣΤΕΥΣΙΣ <box>355 1721 595 1745</box>
ad-item: Βαρόμετρα <box>763 1584 828 1598</box>
classified-ad <box>1101 674 1336 764</box>
paragraph: Ἡ μονομαχία εἶχε, ὡς ἐλέχθη, λάβει χώραν ἐν ἀπουσίᾳ τῶν μαρτύρων. <box>18 1565 345 1600</box>
serial-author: ΑΙΜΙΛΙΟΥ ΡΙΣΒΟΥΡΓ <box>18 100 345 129</box>
category-doctors: Ἰατροί <box>1101 193 1578 212</box>
classified-ad <box>1344 290 1578 364</box>
article-body-2 <box>604 255 844 648</box>
